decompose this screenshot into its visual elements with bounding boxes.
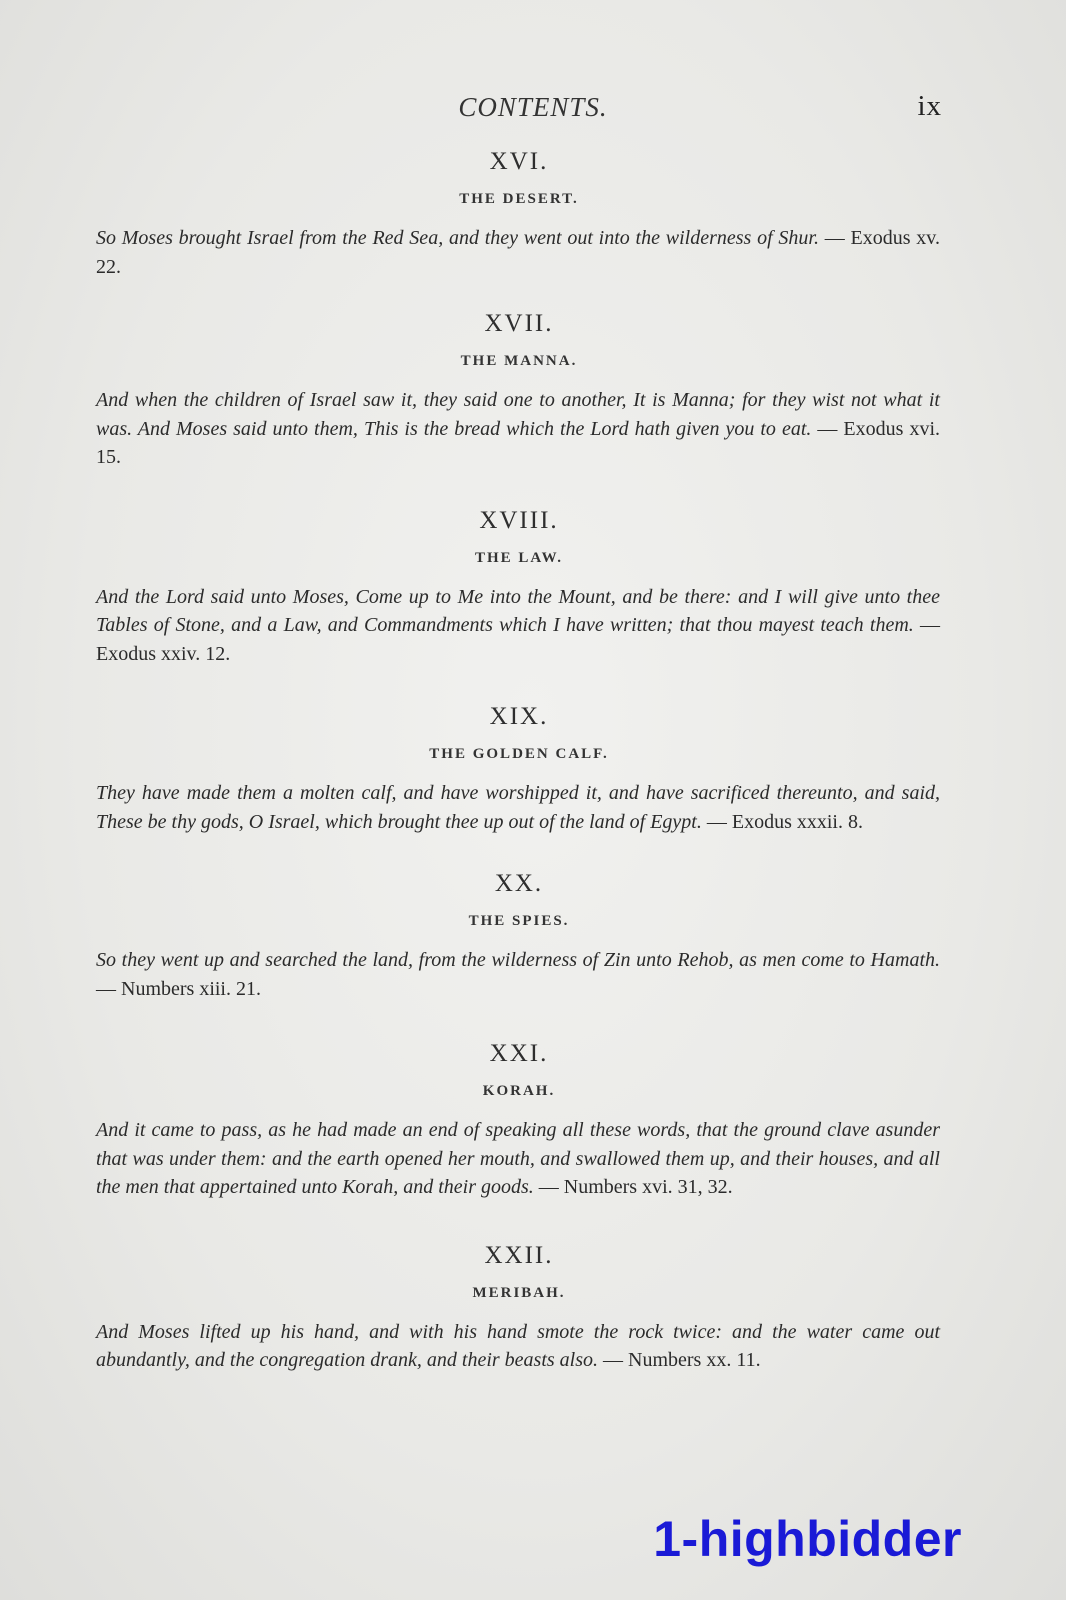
seller-watermark: 1-highbidder [653, 1511, 962, 1567]
entry-heading: THE MANNA. [460, 353, 578, 369]
quote-text: And when the children of Israel saw it, they said one to another, It is Manna; for they wist not what it was. And Moses said unto them, This is the bread which the Lord hath given you to eat. [96, 389, 940, 440]
scripture-reference: — Exodus xvi. 15. [96, 417, 940, 468]
contents-entry [86, 507, 952, 669]
entry-heading: THE LAW. [475, 549, 563, 566]
contents-list [86, 148, 952, 1375]
entry-numeral: XVIII. [479, 506, 559, 534]
entry-quote [86, 946, 952, 1003]
scripture-reference: — Numbers xx. 11. [603, 1349, 761, 1371]
scripture-reference: — Numbers xiii. 21. [96, 977, 261, 1000]
entry-quote [86, 386, 952, 472]
scripture-reference: — Numbers xvi. 31, 32. [538, 1176, 733, 1198]
quote-text: And it came to pass, as he had made an end of speaking all these words, that the ground clave asunder that was under them: and the earth opened her mouth, and swallowed them up, and their houses, and all the men that appertained unto Korah, and their goods. [96, 1119, 940, 1198]
contents-entry [86, 310, 952, 472]
page-number: ix [917, 90, 942, 122]
entry-numeral: XXII. [484, 1241, 554, 1269]
contents-entry [86, 1242, 952, 1375]
entry-quote [86, 1116, 952, 1202]
quote-text: And Moses lifted up his hand, and with his hand smote the rock twice: and the water came out abundantly, and the congregation drank, and their beasts also. [96, 1320, 940, 1371]
entry-numeral: XIX. [489, 703, 549, 730]
entry-numeral: XX. [494, 870, 544, 897]
entry-heading: THE GOLDEN CALF. [429, 746, 609, 762]
entry-quote [86, 779, 952, 836]
contents-entry [86, 870, 952, 1003]
entry-numeral: XVII. [484, 310, 554, 337]
entry-heading: THE DESERT. [459, 191, 579, 207]
running-title: CONTENTS. [458, 92, 608, 122]
quote-text: They have made them a molten calf, and have worshipped it, and have sacrificed thereunto, and said, These be thy gods, O Israel, which brought thee up out of the land of Egypt. [96, 782, 940, 833]
entry-heading: THE SPIES. [468, 913, 570, 929]
quote-text: So they went up and searched the land, from the wilderness of Zin unto Rehob, as men come to Hamath. [96, 949, 940, 971]
scripture-reference: — Exodus xxiv. 12. [96, 614, 940, 665]
entry-quote [86, 583, 952, 669]
contents-entry [86, 703, 952, 836]
quote-text: And the Lord said unto Moses, Come up to Me into the Mount, and be there: and I will give unto thee Tables of Stone, and a Law, and Commandments which I have written; that thou mayest teach them. [96, 585, 940, 636]
scripture-reference: — Exodus xxxii. 8. [706, 810, 863, 833]
quote-text: So Moses brought Israel from the Red Sea, and they went out into the wilderness of Shur. [96, 227, 819, 249]
entry-quote [86, 1318, 952, 1375]
contents-entry [86, 148, 952, 281]
entry-numeral: XVI. [489, 148, 549, 175]
entry-heading: KORAH. [482, 1083, 556, 1099]
page-header [0, 86, 1066, 126]
contents-entry [86, 1040, 952, 1202]
entry-numeral: XXI. [489, 1040, 549, 1067]
scripture-reference: — Exodus xv. 22. [96, 227, 941, 278]
entry-quote [86, 224, 952, 281]
entry-heading: MERIBAH. [472, 1284, 566, 1301]
